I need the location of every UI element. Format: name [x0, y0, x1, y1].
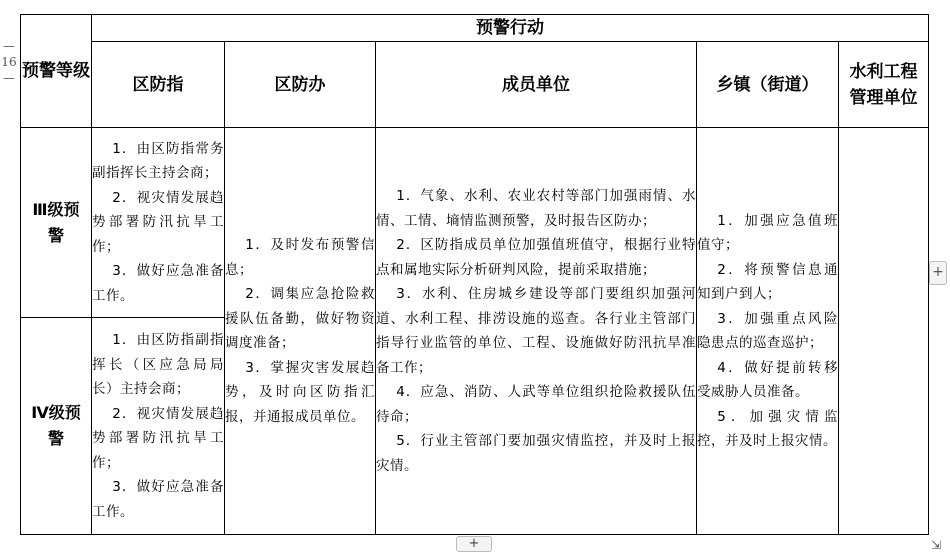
list-item: 1．加强应急值班值守；	[697, 212, 838, 253]
list-item: 2．视灾情发展趋势部署防汛抗旱工作；	[92, 405, 224, 471]
page-number-marker	[0, 40, 18, 84]
list-item: 2．调集应急抢险救援队伍备勤，做好物资调度准备；	[225, 286, 375, 351]
list-item: 2．视灾情发展趋势部署防汛抗旱工作；	[92, 189, 224, 255]
level-4-label: Ⅳ级预警	[21, 318, 92, 535]
page-number: 16	[1, 55, 17, 69]
qfb-cell	[225, 128, 376, 535]
list-item: 2．区防指成员单位加强值班值守，根据行业特点和属地实际分析研判风险，提前采取措施；	[376, 237, 696, 278]
level-4-qfz-cell	[92, 318, 225, 535]
list-item: 3．水利、住房城乡建设等部门要组织加强河道、水利工程、排涝设施的巡查。各行业主管部门指导行业监管的单位、工程、设施做好防汛抗旱准备工作；	[376, 286, 696, 376]
warning-action-table	[20, 14, 929, 535]
header-member-units: 成员单位	[376, 42, 697, 128]
header-qfz: 区防指	[92, 42, 225, 128]
list-item: 1．及时发布预警信息；	[225, 237, 375, 278]
list-item: 3．掌握灾害发展趋势，及时向区防指汇报，并通报成员单位。	[225, 359, 375, 425]
page-number-dash-bottom: —	[3, 71, 15, 85]
add-column-button[interactable]: +	[929, 261, 947, 285]
list-item: 5．行业主管部门要加强灾情监控，并及时上报灾情。	[376, 433, 696, 474]
list-item: 2．将预警信息通知到户到人；	[697, 261, 838, 302]
list-item: 3．做好应急准备工作。	[92, 263, 224, 304]
header-warning-level: 预警等级	[21, 15, 92, 128]
list-item: 1．由区防指副指挥长（区应急局局长）主持会商；	[92, 332, 224, 397]
header-warning-action: 预警行动	[92, 15, 929, 42]
header-qfb: 区防办	[225, 42, 376, 128]
member-units-cell	[376, 128, 697, 535]
water-units-cell	[839, 128, 929, 535]
page-number-dash-top: —	[3, 39, 15, 53]
table-row-level-3	[21, 128, 929, 318]
add-row-button[interactable]: +	[456, 536, 492, 552]
level-3-label: Ⅲ级预警	[21, 128, 92, 318]
towns-cell	[697, 128, 839, 535]
list-item: 3．加强重点风险隐患点的巡查巡护；	[697, 310, 838, 351]
list-item: 1．气象、水利、农业农村等部门加强雨情、水情、工情、墒情监测预警，及时报告区防办；	[376, 188, 696, 229]
list-item: 4．应急、消防、人武等单位组织抢险救援队伍待命；	[376, 384, 696, 425]
list-item: 3．做好应急准备工作。	[92, 479, 224, 520]
list-item: 4．做好提前转移受威胁人员准备。	[697, 359, 838, 400]
table-resize-handle[interactable]: ⇲	[931, 538, 942, 552]
list-item: 1．由区防指常务副指挥长主持会商；	[92, 140, 224, 182]
level-3-qfz-cell	[92, 128, 225, 318]
header-towns: 乡镇（街道）	[697, 42, 839, 128]
list-item: 5．加强灾情监控，并及时上报灾情。	[697, 408, 838, 449]
header-water-units: 水利工程管理单位	[839, 42, 929, 128]
